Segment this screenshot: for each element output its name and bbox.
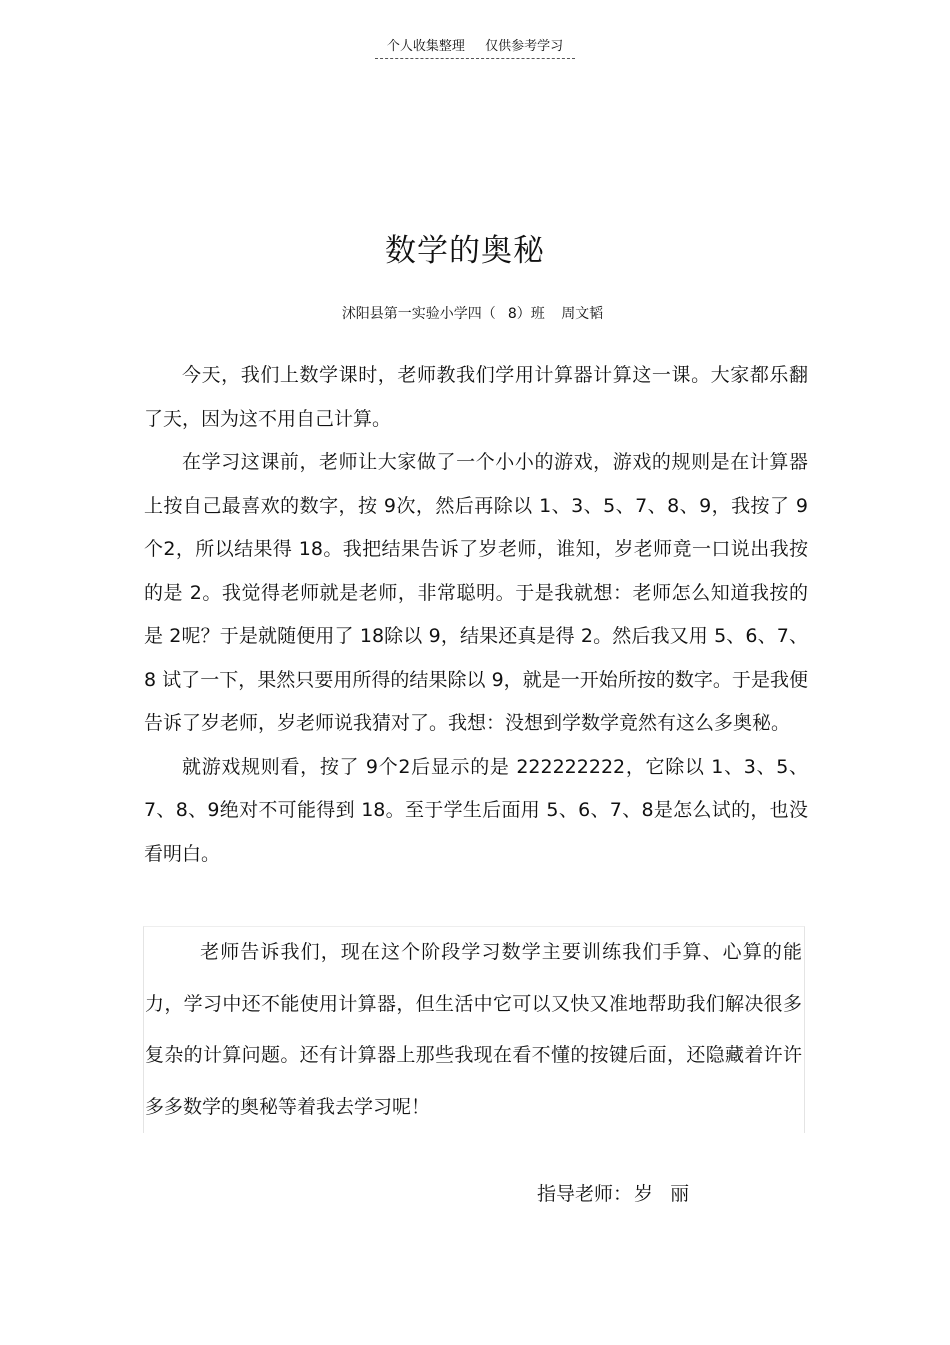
paragraph-1: 今天，我们上数学课时，老师教我们学用计算器计算这一课。大家都乐翻了天，因为这不用自己计算。 <box>144 364 808 430</box>
byline-class: 8）班 <box>507 306 545 322</box>
byline-author: 周文韬 <box>561 306 604 322</box>
header-line <box>375 38 575 59</box>
signature <box>537 1178 706 1210</box>
essay-body <box>144 354 808 876</box>
header-left-text: 个人收集整理 <box>386 39 465 54</box>
document-title: 数学的奥秘 <box>385 233 545 269</box>
page-header <box>0 38 950 59</box>
paragraph-3: 就游戏规则看，按了 9个2后显示的是 222222222，它除以 1、3、5、7、8、9绝对不可能得到 18。至于学生后面用 5、6、7、8是怎么试的，也没看明白。 <box>144 755 808 865</box>
paragraph-2: 在学习这课前，老师让大家做了一个小小的游戏，游戏的规则是在计算器上按自己最喜欢的数字，按 9次，然后再除以 1、3、5、7、8、9，我按了 9个2，所以结果得 18。我把结果告诉了岁老师，谁知，岁老师竟一口说出我按的是 2。我觉得老师就是老师，非常聪明。于是我就想：老师怎么知道我按的是 2呢？于是就随便用了 18除以 9，结果还真是得 2。然后我又用 5、6、7、8 试了一下，果然只要用所得的结果除以 9，就是一开始所按的数字。于是我便告诉了岁老师，岁老师说我猜对了。我想：没想到学数学竟然有这么多奥秘。 <box>144 451 808 734</box>
header-right-text: 仅供参考学习 <box>485 39 564 54</box>
byline <box>0 302 945 326</box>
signature-name: 岁丽 <box>634 1183 707 1205</box>
closing-box <box>143 926 805 1133</box>
closing-paragraph: 老师告诉我们，现在这个阶段学习数学主要训练我们手算、心算的能力，学习中还不能使用计算器，但生活中它可以又快又准地帮助我们解决很多复杂的计算问题。还有计算器上那些我现在看不懂的按键后面，还隐藏着许许多多数学的奥秘等着我去学习呢！ <box>145 941 802 1118</box>
byline-school: 沭阳县第一实验小学四（ <box>341 306 496 322</box>
signature-label: 指导老师： <box>537 1183 633 1205</box>
